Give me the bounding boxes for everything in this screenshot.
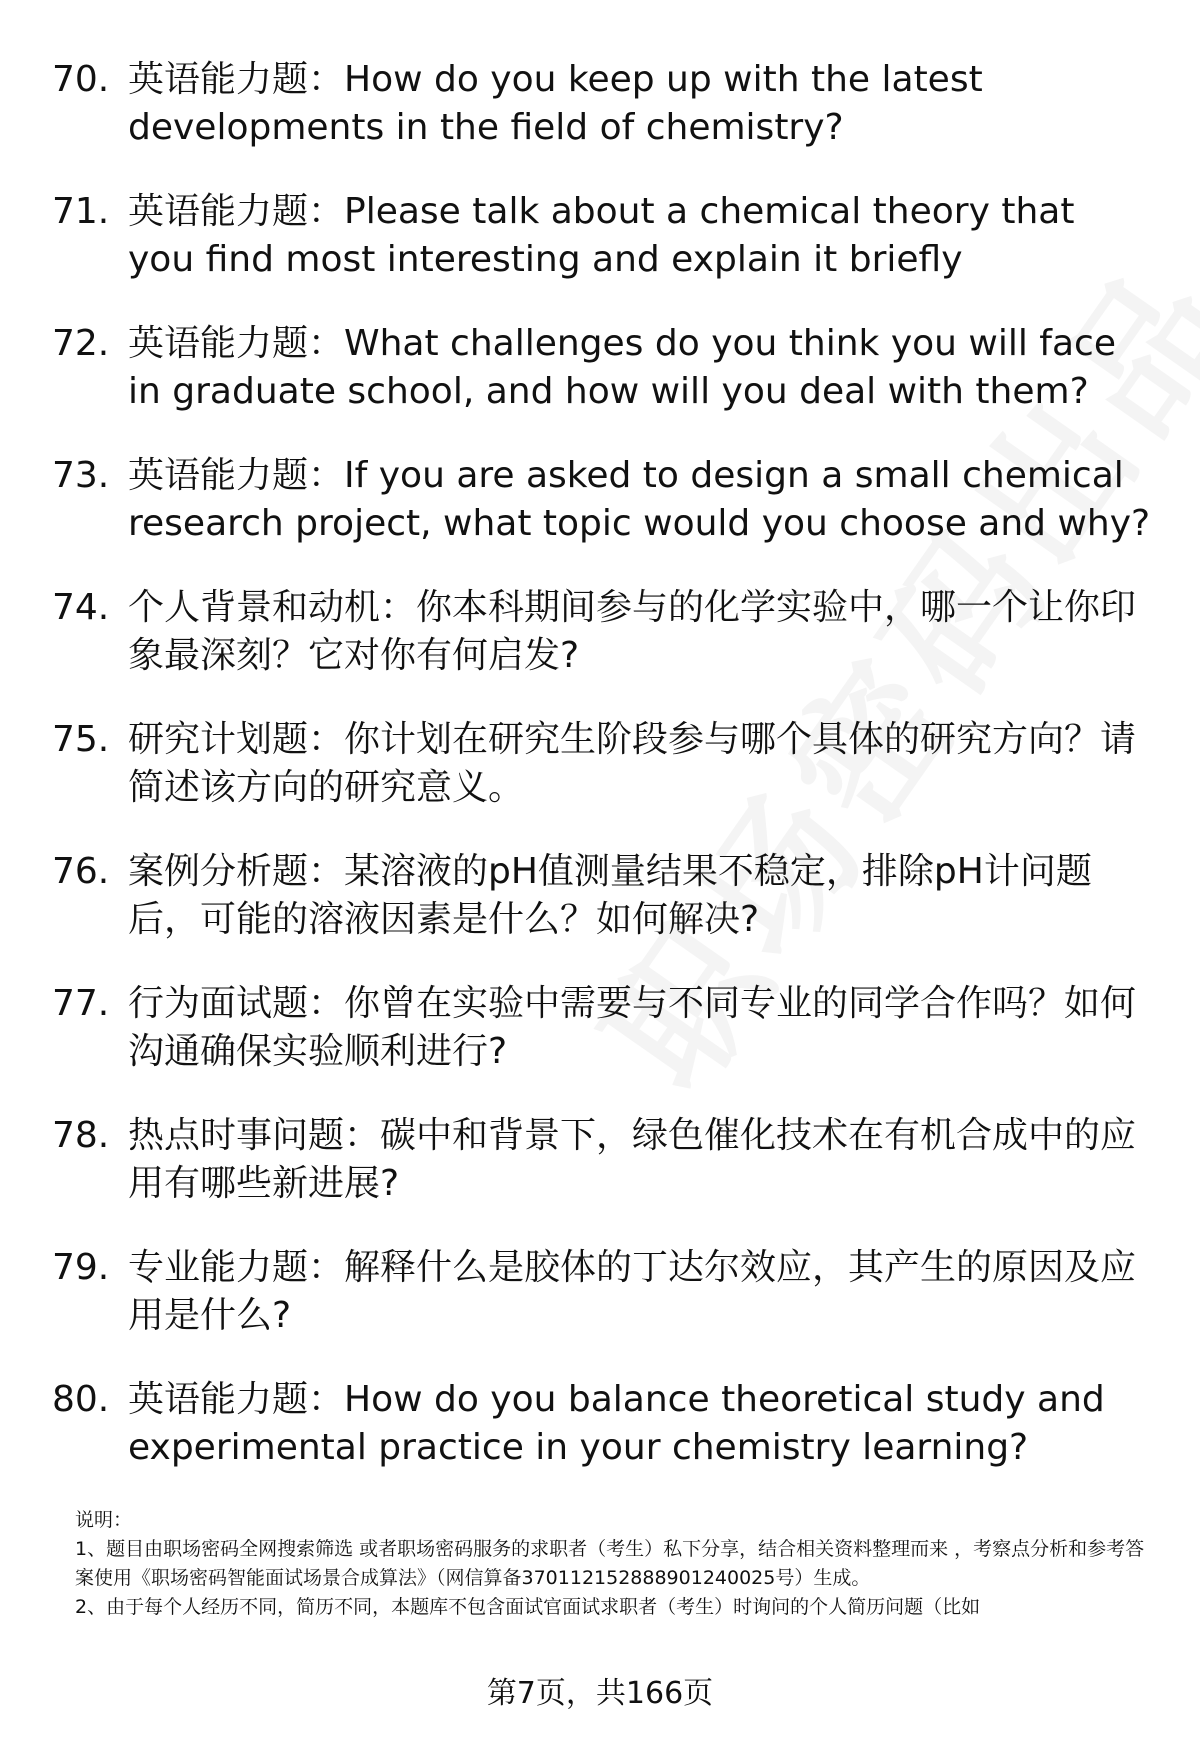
question-number: 73. (52, 455, 110, 496)
question-number: 71. (52, 191, 110, 232)
question-text: 英语能力题：Please talk about a chemical theory that you find most interesting and explain it briefly (128, 191, 1075, 280)
question-item (52, 716, 1152, 812)
question-item (52, 848, 1152, 944)
question-list (52, 56, 1152, 1508)
question-text: 行为面试题：你曾在实验中需要与不同专业的同学合作吗？如何沟通确保实验顺利进行? (128, 983, 1137, 1072)
question-text: 英语能力题：How do you balance theoretical study and experimental practice in your chemistry learning? (128, 1379, 1105, 1468)
question-number: 75. (52, 719, 110, 760)
notes-line-2: 2、由于每个人经历不同，简历不同，本题库不包含面试官面试求职者（考生）时询问的个人简历问题（比如 (75, 1596, 981, 1618)
question-item (52, 1244, 1152, 1340)
notes-section (75, 1506, 1145, 1622)
question-number: 72. (52, 323, 110, 364)
question-item (52, 1112, 1152, 1208)
notes-line-1: 1、题目由职场密码全网搜索筛选 或者职场密码服务的求职者（考生）私下分享，结合相关资料整理而来 ，考察点分析和参考答案使用《职场密码智能面试场景合成算法》（网信算备370112152888901240025号）生成。 (75, 1538, 1145, 1589)
question-text: 英语能力题：If you are asked to design a small chemical research project, what topic would you choose and why? (128, 455, 1151, 544)
question-number: 79. (52, 1247, 110, 1288)
question-item (52, 1376, 1152, 1472)
question-item (52, 452, 1152, 548)
question-item (52, 56, 1152, 152)
question-item (52, 320, 1152, 416)
question-item (52, 584, 1152, 680)
page-number: 第7页，共166页 (486, 1676, 714, 1711)
question-text: 专业能力题：解释什么是胶体的丁达尔效应，其产生的原因及应用是什么? (128, 1247, 1137, 1336)
notes-title: 说明： (75, 1509, 133, 1531)
question-item (52, 188, 1152, 284)
question-item (52, 980, 1152, 1076)
question-text: 个人背景和动机：你本科期间参与的化学实验中，哪一个让你印象最深刻？它对你有何启发? (128, 587, 1137, 676)
question-text: 英语能力题：What challenges do you think you will face in graduate school, and how will you deal with them? (128, 323, 1116, 412)
question-text: 研究计划题：你计划在研究生阶段参与哪个具体的研究方向？请简述该方向的研究意义。 (128, 719, 1137, 808)
question-text: 热点时事问题：碳中和背景下，绿色催化技术在有机合成中的应用有哪些新进展? (128, 1115, 1137, 1204)
question-number: 76. (52, 851, 110, 892)
question-number: 77. (52, 983, 110, 1024)
question-number: 78. (52, 1115, 110, 1156)
question-number: 74. (52, 587, 110, 628)
question-text: 案例分析题：某溶液的pH值测量结果不稳定，排除pH计问题后，可能的溶液因素是什么？如何解决? (128, 851, 1092, 940)
question-text: 英语能力题：How do you keep up with the latest developments in the field of chemistry? (128, 59, 983, 148)
question-number: 80. (52, 1379, 110, 1420)
question-number: 70. (52, 59, 110, 100)
